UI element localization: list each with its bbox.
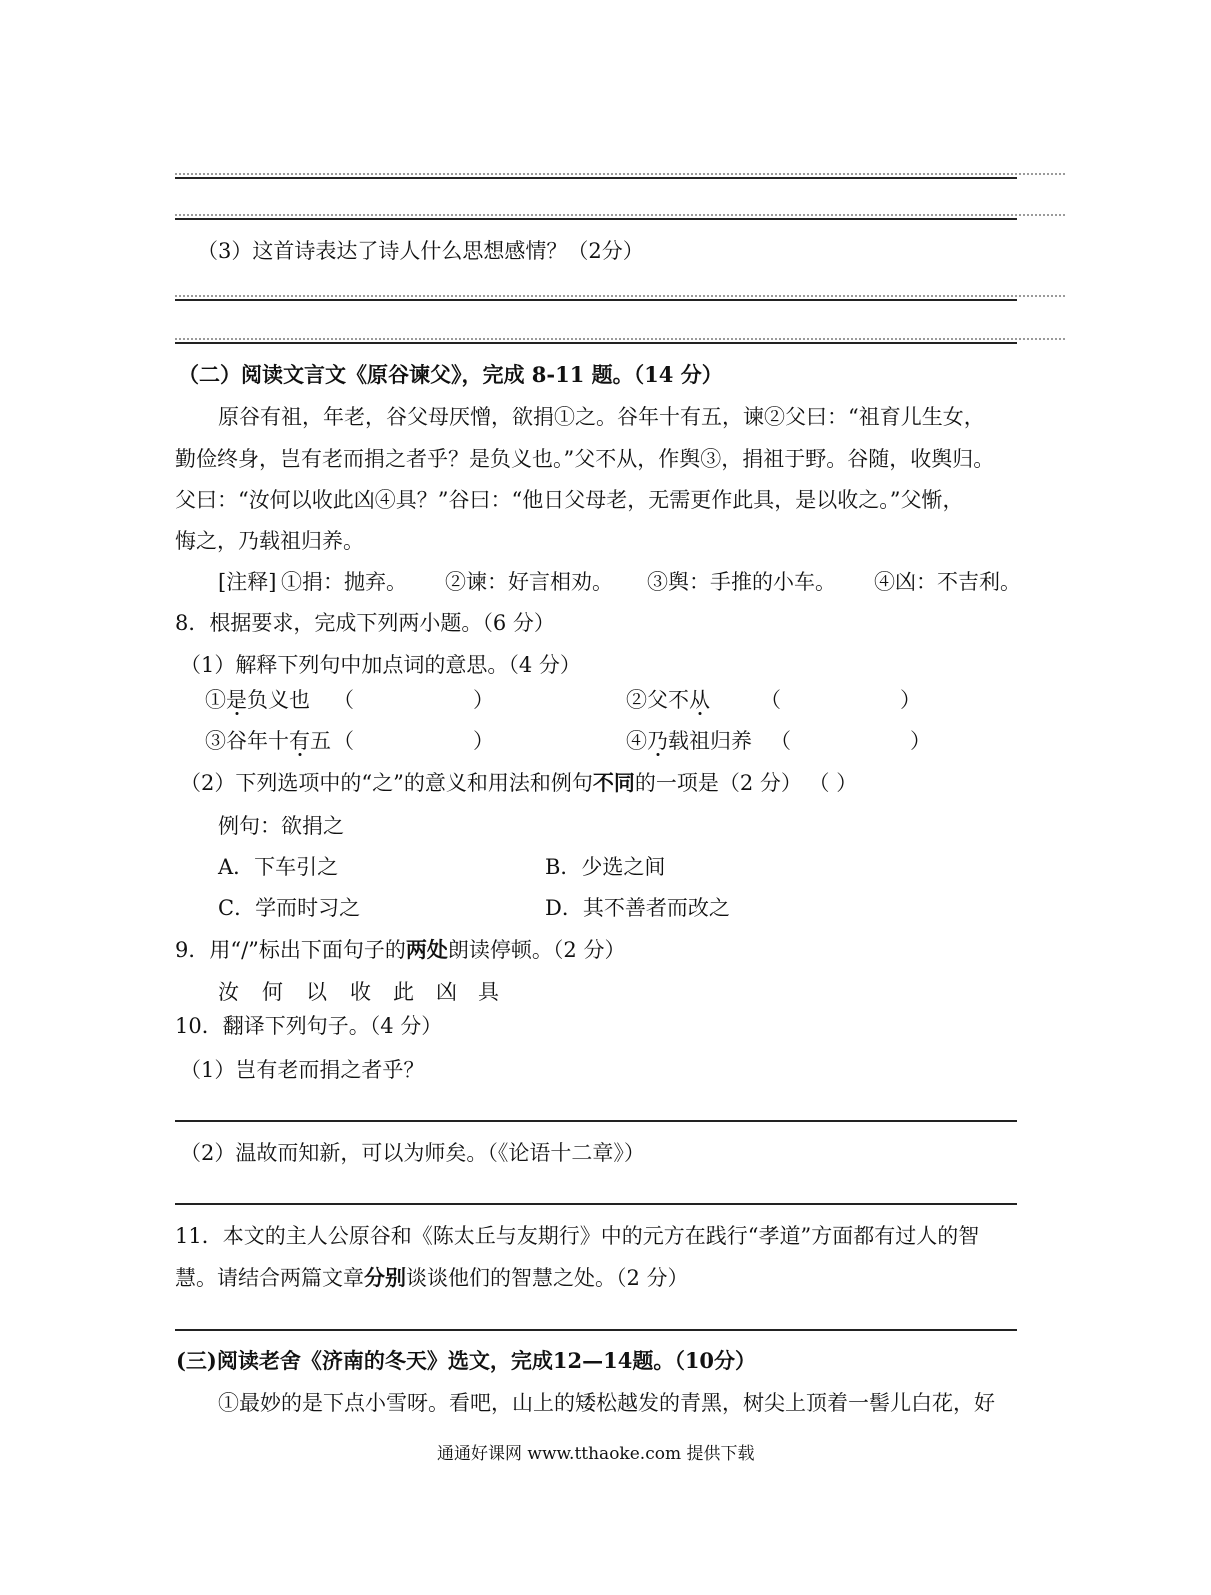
question-11-line-2: 慧。请结合两篇文章分别谈谈他们的智慧之处。（2 分）	[175, 1265, 689, 1290]
answer-line	[175, 299, 1017, 301]
question-8-stem: 8．根据要求，完成下列两小题。（6 分）	[175, 611, 555, 635]
q9-char: 此	[393, 980, 414, 1004]
answer-line	[175, 342, 1017, 344]
q9-char: 汝	[218, 980, 239, 1004]
note-1: ①捐：抛弃。	[281, 570, 407, 594]
answer-dotted-line	[175, 214, 1065, 216]
option-b: B．少选之间	[545, 855, 666, 879]
passage-line: 原谷有祖，年老，谷父母厌憎，欲捐①之。谷年十有五，谏②父曰：“祖育儿生女，	[218, 405, 985, 429]
option-a: A．下车引之	[218, 855, 339, 879]
paren-open: （	[760, 688, 781, 712]
dotted-char: 有	[289, 729, 310, 753]
q8-item-4: ④乃载祖归养	[626, 729, 752, 753]
answer-dotted-line	[175, 338, 1065, 340]
section-3-paragraph-1: ①最妙的是下点小雪呀。看吧，山上的矮松越发的青黑，树尖上顶着一髻儿白花，好	[218, 1391, 995, 1415]
answer-dotted-line	[175, 295, 1065, 297]
dotted-char: 是	[226, 688, 247, 712]
q9-char: 何	[262, 980, 283, 1004]
q9-char: 凶	[436, 980, 457, 1004]
option-c: C．学而时习之	[218, 896, 361, 920]
q9-char: 具	[478, 980, 499, 1004]
passage-line: 悔之，乃载祖归养。	[175, 529, 364, 553]
answer-line	[175, 1203, 1017, 1205]
note-2: ②谏：好言相劝。	[445, 570, 613, 594]
example-sentence: 例句：欲捐之	[218, 814, 344, 838]
paren-close: ）	[473, 729, 494, 753]
page-footer: 通通好课网 www.tthaoke.com 提供下载	[437, 1444, 755, 1464]
paren-close: ）	[473, 688, 494, 712]
passage-line: 勤俭终身，岂有老而捐之者乎？是负义也。”父不从，作舆③，捐祖于野。谷随，收舆归。	[175, 447, 995, 471]
answer-line	[175, 177, 1017, 179]
passage-line: 父曰：“汝何以收此凶④具？”谷曰：“他日父母老，无需更作此具，是以收之。”父惭，	[175, 488, 964, 512]
dotted-char: 从	[689, 688, 710, 712]
q8-item-1: ①是负义也	[205, 688, 310, 712]
notes-label: [注释]	[218, 570, 277, 594]
dotted-char: 乃	[647, 729, 668, 753]
option-d: D．其不善者而改之	[545, 896, 730, 920]
section-2-title: （二）阅读文言文《原谷谏父》，完成 8-11 题。（14 分）	[178, 362, 723, 387]
answer-line	[175, 1329, 1017, 1331]
q8-item-2: ②父不从	[626, 688, 710, 712]
paren-open: （	[333, 688, 354, 712]
q8-item-3: ③谷年十有五	[205, 729, 331, 753]
answer-line	[175, 1120, 1017, 1122]
answer-dotted-line	[175, 173, 1065, 175]
question-7-3: （3）这首诗表达了诗人什么思想感情？（2分）	[197, 239, 644, 263]
question-9-stem: 9．用“/”标出下面句子的两处朗读停顿。（2 分）	[175, 937, 626, 962]
question-8-sub1: （1）解释下列句中加点词的意思。（4 分）	[180, 653, 581, 677]
paren-close: ）	[900, 688, 921, 712]
answer-line	[175, 218, 1017, 220]
note-3: ③舆：手推的小车。	[647, 570, 836, 594]
paren-close: ）	[910, 729, 931, 753]
paren-open: （	[770, 729, 791, 753]
paren-open: （	[333, 729, 354, 753]
question-10-sentence-1: （1）岂有老而捐之者乎？	[180, 1058, 425, 1082]
question-8-sub2: （2）下列选项中的“之”的意义和用法和例句不同的一项是（2 分） （ ）	[180, 770, 858, 795]
question-10-stem: 10．翻译下列句子。（4 分）	[175, 1014, 443, 1038]
note-4: ④凶：不吉利。	[874, 570, 1021, 594]
q9-char: 收	[350, 980, 371, 1004]
question-11-line-1: 11．本文的主人公原谷和《陈太丘与友期行》中的元方在践行“孝道”方面都有过人的智	[175, 1224, 980, 1248]
question-10-sentence-2: （2）温故而知新，可以为师矣。（《论语十二章》）	[180, 1141, 645, 1165]
section-3-title: (三)阅读老舍《济南的冬天》选文，完成12—14题。（10分）	[176, 1348, 757, 1373]
q9-char: 以	[306, 980, 327, 1004]
